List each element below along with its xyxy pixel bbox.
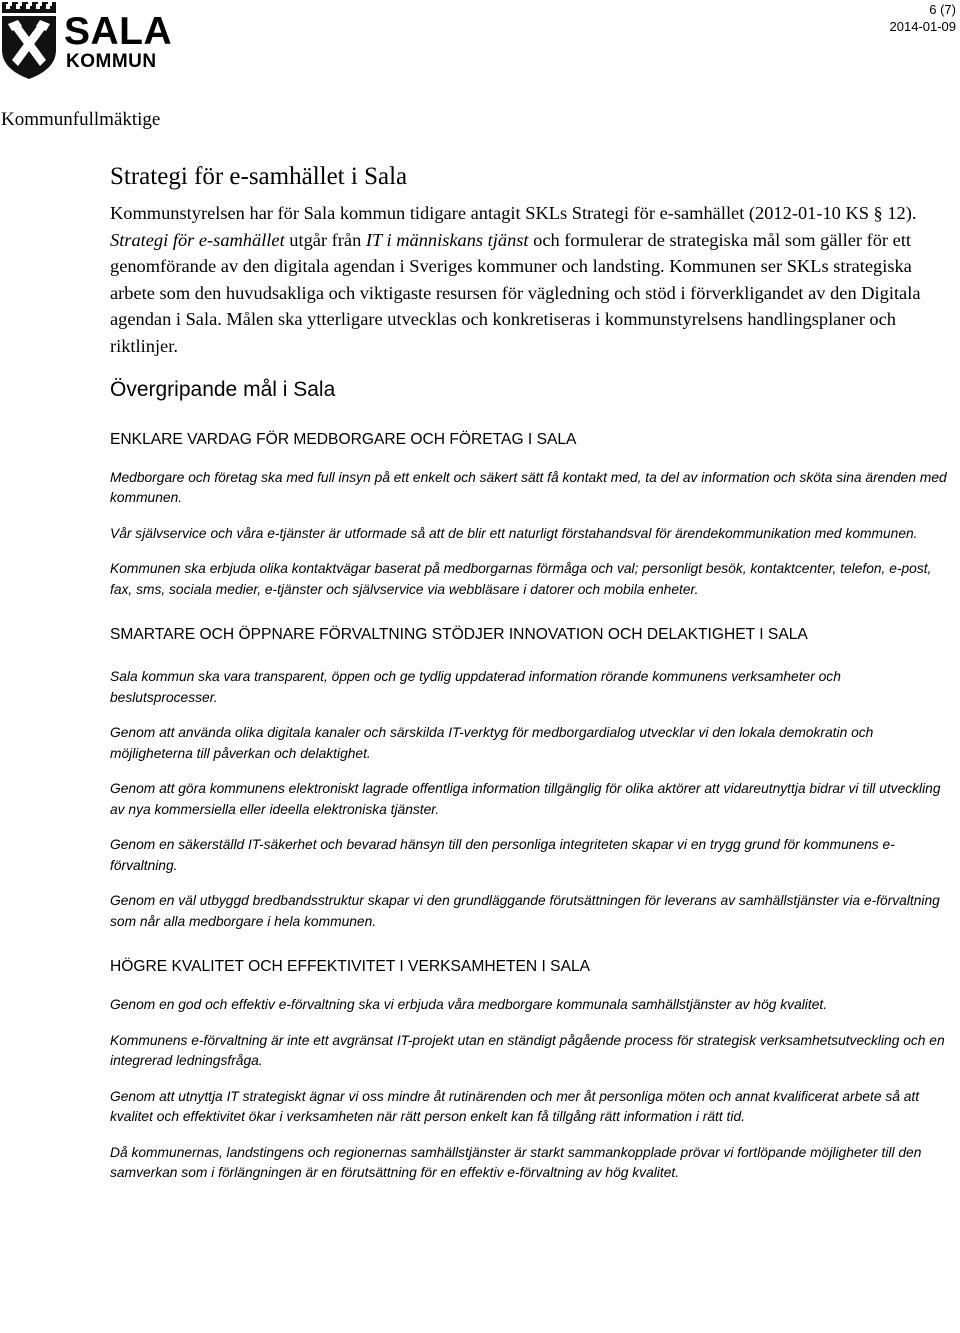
intro-italic-2: IT i människans tjänst <box>365 229 529 250</box>
logo-text-kommun: KOMMUN <box>66 51 157 72</box>
subsection-1-paragraph: Kommunen ska erbjuda olika kontaktvägar baserat på medborgarnas förmåga och val; personligt besök, kontaktcenter, telefon, e-post, fax, sms, sociala medier, e-tjänster och självservice via webbläsare i datorer och mobila enheter. <box>110 561 932 597</box>
subsection-3-paragraph: Genom en god och effektiv e-förvaltning ska vi erbjuda våra medborgare kommunala samhällstjänster av hög kvalitet. <box>110 997 828 1013</box>
document-date: 2014-01-09 <box>889 19 956 34</box>
sala-coat-of-arms-icon <box>0 0 58 80</box>
intro-text-3: och formulerar de strategiska mål som gäller för ett genomförande av den digitala agendan i Sveriges kommuner och landsting. Kommunen ser SKLs strategiska arbete som den huvudsakliga och viktigaste resursen för vägledning och stöd i förverkligandet av den Digitala agendan i Sala. Målen ska ytterligare utvecklas och konkretiseras i kommunstyrelsens handlingsplaner och riktlinjer. <box>110 229 921 356</box>
intro-paragraph <box>110 200 950 360</box>
subsection-2-paragraph: Genom en säkerställd IT-säkerhet och bevarad hänsyn till den personliga integriteten skapar vi en trygg grund för kommunens e-förvaltning. <box>110 837 895 873</box>
subsection-1-paragraph: Vår självservice och våra e-tjänster är utformade så att de blir ett naturligt förstahandsval för ärendekommunikation med kommunen. <box>110 525 918 541</box>
sala-kommun-logo <box>0 0 173 80</box>
intro-italic-1: Strategi för e-samhället <box>110 229 285 250</box>
page-meta <box>890 1 957 35</box>
logo-text-sala: SALA <box>64 10 173 53</box>
document-title: Strategi för e-samhället i Sala <box>110 163 408 190</box>
subsection-heading-2: SMARTARE OCH ÖPPNARE FÖRVALTNING STÖDJER INNOVATION OCH DELAKTIGHET I SALA <box>110 626 808 644</box>
subsection-2-paragraph: Genom en väl utbyggd bredbandsstruktur skapar vi den grundläggande förutsättningen för leverans av samhällstjänster via e-förvaltning som når alla medborgare i hela kommunen. <box>110 893 940 929</box>
subsection-3-paragraph: Genom att utnyttja IT strategiskt ägnar vi oss mindre åt rutinärenden och mer åt personliga möten och annat kvalificerat arbete så att kvalitet och effektivitet ökar i verksamheten när rätt person enkelt kan få tillgång rätt information i rätt tid. <box>110 1088 920 1125</box>
subsection-1-paragraph: Medborgare och företag ska med full insyn på ett enkelt och säkert sätt få kontakt med, ta del av information och sköta sina ärenden med kommunen. <box>110 469 947 506</box>
subsection-heading-3: HÖGRE KVALITET OCH EFFEKTIVITET I VERKSAMHETEN I SALA <box>110 958 591 976</box>
subsection-3-paragraph: Kommunens e-förvaltning är inte ett avgränsat IT-projekt utan en ständigt pågående process för strategisk verksamhetsutveckling och en integrerad ledningsfråga. <box>110 1032 945 1069</box>
subsection-3-paragraph: Då kommunernas, landstingens och regionernas samhällstjänster är starkt sammankopplade prövar vi fortlöpande möjligheter till den samverkan som i förlängningen är en förutsättning för en effektiv e-förvaltning av hög kvalitet. <box>110 1144 922 1181</box>
section-title: Övergripande mål i Sala <box>110 377 336 401</box>
subsection-2-paragraph: Genom att göra kommunens elektroniskt lagrade offentliga information tillgänglig för olika aktörer att vidareutnyttja bidrar vi till utveckling av nya kommersiella eller ideella elektroniska tjänster. <box>110 781 941 817</box>
subsection-2-paragraph: Genom att använda olika digitala kanaler och särskilda IT-verktyg för medborgardialog utvecklar vi den lokala demokratin och möjligheterna till påverkan och delaktighet. <box>110 725 874 761</box>
subsection-2-paragraph: Sala kommun ska vara transparent, öppen och ge tydlig uppdaterad information rörande kommunens verksamheter och beslutsprocesser. <box>110 669 841 705</box>
intro-text-2: utgår från <box>284 229 366 250</box>
document-body <box>110 160 950 1184</box>
page-number: 6 (7) <box>929 2 956 17</box>
organization-name: Kommunfullmäktige <box>1 109 161 130</box>
intro-text-1: Kommunstyrelsen har för Sala kommun tidigare antagit SKLs Strategi för e-samhället (2012-01-10 KS § 12). <box>110 203 917 223</box>
subsection-heading-1: ENKLARE VARDAG FÖR MEDBORGARE OCH FÖRETAG I SALA <box>110 430 577 448</box>
